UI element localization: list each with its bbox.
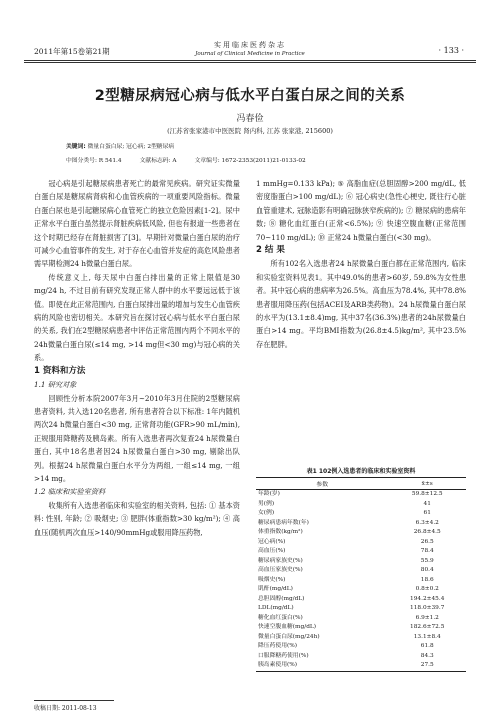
keywords-label: 关键词: (66, 144, 86, 150)
intro-paragraph-2: 传统意义上, 每天尿中白蛋白排出量的正常上限值是30 mg/24 h, 不过目前有研究发现正常人群中的水平要远远低于该值。即使在此正常范围内, 白蛋白尿排出量的增加与发生心血管疾病的风险也密切相关。本研究旨在探讨冠心病与低水平白蛋白尿的关系, 我们在2型糖尿病患者中评估正常范围内两个不同水平的24h微量白蛋白尿(≤14 mg, >14 mg但<30 mg)与冠心病的关系。 (34, 272, 240, 363)
table-row (256, 604, 466, 614)
clinical-paragraph-cont: 1 mmHg=0.133 kPa); ⑤ 高脂血症(总胆固醇>200 mg/dL, 低密度脂蛋白>100 mg/dL); ⑥ 冠心病史(急性心梗史, 既往行心脏血管重建术, 冠脉造影有明确冠脉狭窄疾病的); ⑦ 糖尿病的患病年数; ⑧ 糖化血红蛋白(正常<6.5%); ⑨ 快速空腹血糖(正常范围70~110 mg/dL); ⑩ 正常24 h微量白蛋白(<30 mg)。 (256, 179, 466, 242)
table-row (256, 490, 466, 500)
table-cell-param: 冠心病(%) (258, 538, 286, 545)
author: 冯春俭 (236, 114, 264, 124)
table-cell-param: 年龄(岁) (258, 491, 280, 497)
received-date: 收稿日期: 2011-08-13 (34, 705, 97, 712)
document-code: 文献标志码: A (139, 158, 177, 164)
table-cell-param: 糖尿病患病年数(年) (258, 519, 309, 526)
table-cell-param: 高血压(%) (258, 548, 286, 554)
intro-paragraph-1: 冠心病是引起糖尿病患者死亡的最常见疾病。研究证实微量白蛋白尿是糖尿病肾病和心血管疾病的一项重要风险指标。微量白蛋白尿也是引起糖尿病心血管死亡的独立危险因素[1-2]。尿中正常水平白蛋白虽然提示肾脏疾病低风险, 但也有报道一些患者在这个时期已经存在肾脏损害了[3]。早期针对微量白蛋白尿的治疗可减少心血管事件的发生, 对于存在心血管并发症的高危风险患者需早期检测24 h微量白蛋白尿。 (34, 179, 240, 269)
clinical-data-table (256, 477, 466, 672)
clinical-paragraph: 收集所有入选患者临床和实验室的相关资料, 包括: ① 基本资料: 性别, 年龄; ② 吸烟史; ③ 肥胖(体重指数>30 kg/m²); ④ 高血压(随机两次血压>140/90mmHg或服用降压药物, (34, 500, 240, 537)
table-cell-param: 糖化血红蛋白(%) (258, 614, 303, 621)
subsection-heading-subjects: 1.1 研究对象 (34, 380, 77, 390)
table-cell-value: 80.4 (420, 567, 434, 573)
keywords-text: 微量白蛋白尿; 冠心病; 2型糖尿病 (87, 144, 175, 150)
table-cell-value: 6.3±4.2 (415, 519, 439, 526)
table-row (256, 566, 466, 576)
header-rule (24, 60, 476, 61)
page-number: · 133 · (438, 46, 464, 55)
table-row (256, 509, 466, 519)
table-cell-value: 182.6±72.5 (410, 624, 445, 630)
table-cell-param: 胰岛素使用(%) (256, 661, 388, 671)
table-header-row (256, 478, 466, 490)
table-row (256, 500, 466, 510)
table-header-value: x̄±s (388, 478, 466, 490)
section-heading-results: 2 结 果 (256, 245, 285, 256)
table-cell-value: 55.9 (420, 557, 434, 564)
subjects-paragraph: 回顾性分析本院2007年3月~2010年3月住院的2型糖尿病患者资料, 共入选120名患者, 所有患者符合以下标准: 1年内随机两次24 h微量白蛋白<30 mg, 正常肾功能(GFR>90 mL/min), 正规服用降糖药及胰岛素。所有入选患者再次复查24 h尿微量白蛋白, 其中18名患者因24 h尿微量白蛋白>30 mg, 剔除出队列。根据24 h尿微量白蛋白水平分为两组, 一组≤14 mg, 一组>14 mg。 (34, 393, 240, 483)
header-rule-thin (24, 62, 476, 63)
table-cell-value: 194.2±45.4 (410, 595, 445, 602)
table-row (256, 642, 466, 652)
results-paragraph: 所有102名入选患者24 h尿微量白蛋白都在正常范围内, 临床和实验室资料见表1。其中49.0%的患者>60岁, 59.8%为女性患者。其中冠心病的患病率为26.5%。高血压为78.4%, 其中78.8%患者服用降压药(包括ACEI及ARB类药物)。24 h尿微量白蛋白尿的水平为(13.1±8.4)mg, 其中37名(36.3%)患者的24h尿微量白蛋白>14 mg。平均BMI指数为(26.8±4.5)kg/m², 其中23.5%存在肥胖。 (256, 259, 466, 349)
journal-title-en: Journal of Clinical Medicine in Practice (195, 51, 305, 57)
table-cell-param: 吸烟史(%) (258, 576, 286, 583)
journal-title-cn: 实用临床医药杂志 (214, 41, 286, 49)
table-cell-param: 微量白蛋白尿(mg/24h) (258, 633, 320, 640)
clc-number: 中图分类号: R 541.4 (66, 158, 122, 164)
article-number: 文章编号: 1672-2353(2011)21-0133-02 (194, 158, 306, 164)
table-cell-value: 61.8 (420, 643, 434, 649)
table-row (256, 661, 466, 671)
left-column (34, 177, 240, 539)
table-cell-param: 男(例) (258, 500, 275, 507)
right-column (256, 177, 466, 351)
table-cell-value: 78.4 (420, 548, 434, 554)
table-row (256, 538, 466, 548)
table-cell-value: 118.0±39.7 (410, 605, 445, 611)
table-cell-value: 26.8±4.5 (413, 529, 441, 535)
table-cell-value: 13.1±8.4 (413, 633, 441, 640)
table-cell-param: 降压药使用(%) (258, 643, 298, 649)
table-cell-value: 0.8±0.2 (415, 586, 439, 592)
table-row (256, 652, 466, 662)
table-cell-value: 6.9±1.2 (415, 614, 439, 621)
table-row (256, 519, 466, 529)
classification-line (66, 155, 306, 164)
table-cell-value: 27.5 (388, 661, 466, 671)
table-cell-param: 肌酐(mg/dL) (258, 586, 293, 592)
table-row (256, 547, 466, 557)
table-cell-param: 体重指数(kg/m²) (258, 529, 303, 535)
article-title: 2型糖尿病冠心病与低水平白蛋白尿之间的关系 (94, 88, 406, 104)
table-row (256, 585, 466, 595)
table-row (256, 557, 466, 567)
table-row (256, 623, 466, 633)
table-cell-value: 26.5 (420, 538, 434, 545)
table-row (256, 528, 466, 538)
table-cell-param: 糖尿病家族史(%) (258, 557, 303, 564)
issue-label: 2011年第15卷第21期 (34, 47, 110, 56)
table-cell-param: 总胆固醇(mg/dL) (258, 595, 305, 602)
table-caption: 表1 102例入选患者的临床和实验室资料 (306, 468, 416, 475)
section-heading-methods: 1 资料和方法 (34, 365, 86, 376)
keywords (66, 141, 174, 150)
table-cell-param: 口服降糖药使用(%) (258, 652, 309, 659)
table-cell-param: 女(例) (258, 510, 275, 516)
affiliation: (江苏省张家港市中医医院 肾内科, 江苏 张家港, 215600) (167, 127, 333, 135)
table-row (256, 576, 466, 586)
table-cell-value: 84.3 (420, 652, 434, 659)
table-cell-value: 61 (423, 510, 431, 516)
table-cell-param: LDL(mg/dL) (258, 605, 294, 611)
table-row (256, 595, 466, 605)
table-cell-param: 快速空腹血糖(mg/dL) (258, 624, 317, 630)
subsection-heading-clinical: 1.2 临床和实验室资料 (34, 487, 106, 497)
table-row (256, 614, 466, 624)
footnote-rule (34, 700, 114, 701)
table-header-param: 参数 (256, 478, 388, 490)
table-cell-param: 高血压家族史(%) (258, 567, 303, 573)
table-row (256, 633, 466, 643)
table-cell-value: 18.6 (420, 576, 434, 583)
table-cell-value: 41 (423, 500, 431, 507)
table-cell-value: 59.8±12.5 (411, 491, 443, 497)
